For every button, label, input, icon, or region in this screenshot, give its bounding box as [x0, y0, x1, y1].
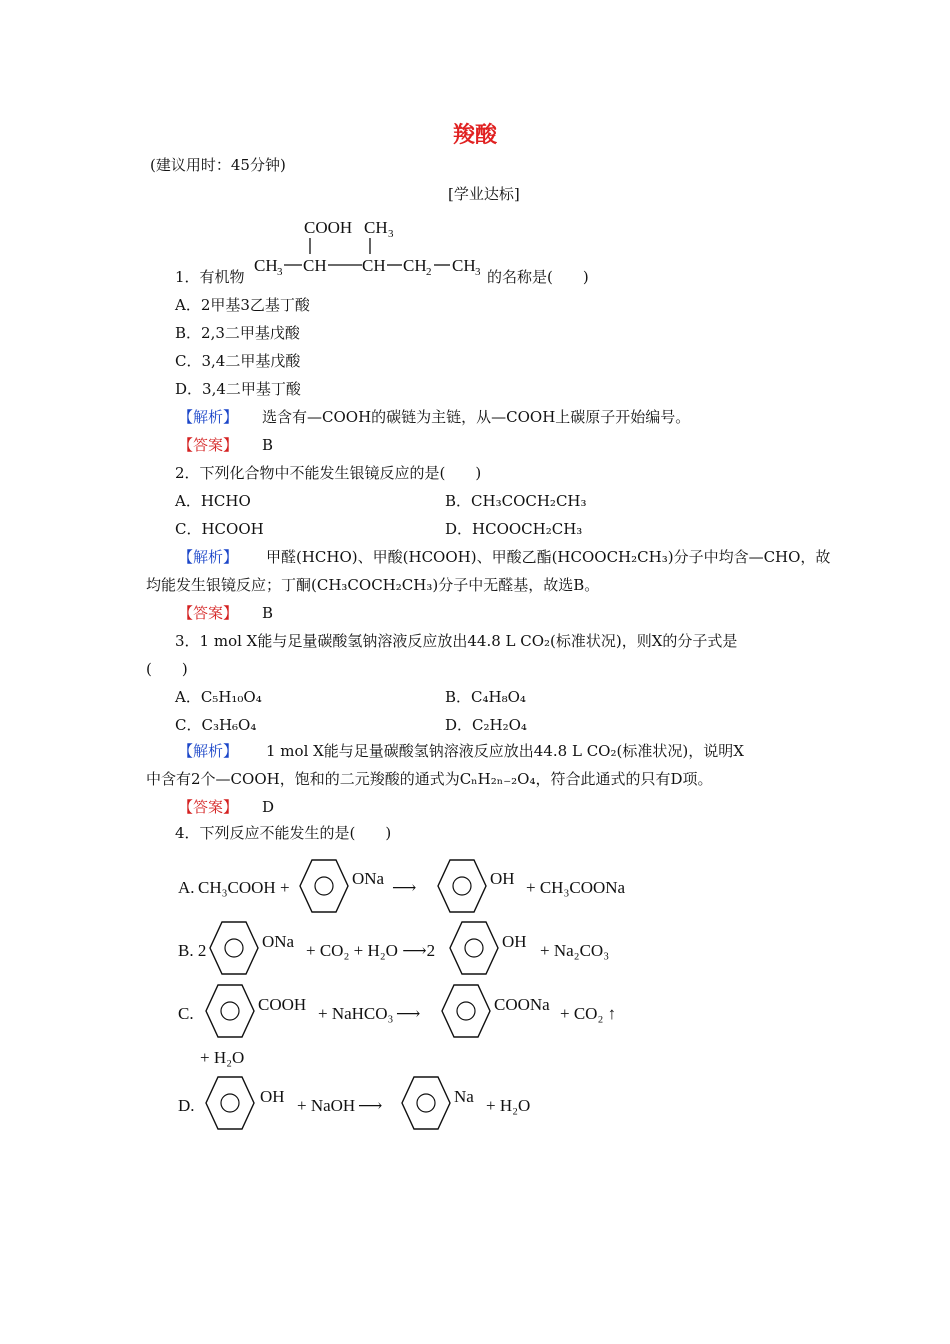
q3-answer-tag: 【答案】 — [178, 798, 239, 816]
benzene-ring-icon — [432, 858, 492, 916]
q4-b-label: B. 2 — [178, 941, 207, 960]
q2-answer-tag: 【答案】 — [178, 604, 239, 622]
svg-text:3: 3 — [475, 266, 481, 278]
q1-analysis-tag: 【解析】 — [178, 408, 239, 426]
benzene-ring-icon — [204, 920, 264, 978]
q4-a-label: A. — [178, 878, 195, 897]
q1-structure-formula — [252, 212, 492, 284]
svg-text:3: 3 — [277, 266, 283, 278]
q4-c-substituent-2: COONa — [494, 995, 550, 1014]
q4-d-right: + H₂O — [486, 1096, 531, 1115]
q1-stem-before: 1．有机物 — [175, 268, 245, 286]
benzene-ring-icon — [200, 983, 260, 1041]
benzene-ring-icon — [396, 1075, 456, 1133]
page-title: 羧酸 — [452, 122, 497, 148]
benzene-ring-icon — [200, 1075, 260, 1133]
q4-c-middle: + NaHCO₃ — [318, 1004, 394, 1023]
q3-answer: D — [262, 798, 275, 816]
q2-answer: B — [262, 604, 274, 622]
q3-option-c: C．C₃H₆O₄ — [175, 716, 257, 734]
svg-text:CH: CH — [452, 256, 476, 275]
section-heading: [学业达标] — [448, 185, 520, 203]
q2-option-b: B．CH₃COCH₂CH₃ — [445, 492, 587, 510]
q1-analysis: 选含有—COOH的碳链为主链，从—COOH上碳原子开始编号。 — [262, 408, 691, 426]
q4-a-substituent-2: OH — [490, 869, 515, 888]
q4-c-continuation: + H₂O — [200, 1048, 245, 1067]
struct-ch3-top: CH — [364, 218, 388, 237]
q2-analysis-tag: 【解析】 — [178, 548, 239, 566]
q4-a-left: CH₃COOH + — [198, 878, 290, 897]
q1-answer: B — [262, 436, 274, 454]
q4-c-label: C. — [178, 1004, 194, 1023]
q2-analysis-line1: 甲醛(HCHO)、甲酸(HCOOH)、甲酸乙酯(HCOOCH₂CH₃)分子中均含—CHO，故 — [266, 548, 831, 566]
q4-b-right: + Na₂CO₃ — [540, 941, 610, 960]
q3-stem-line1: 3．1 mol X能与足量碳酸氢钠溶液反应放出44.8 L CO₂(标准状况)，则X的分子式是 — [175, 632, 738, 650]
reaction-arrow-icon: ⟶ — [358, 1096, 383, 1115]
svg-text:2: 2 — [426, 266, 432, 278]
q4-b-substituent-2: OH — [502, 932, 527, 951]
svg-text:3: 3 — [388, 228, 394, 240]
q4-a-substituent-1: ONa — [352, 869, 385, 888]
q2-option-d: D．HCOOCH₂CH₃ — [445, 520, 583, 538]
benzene-ring-icon — [436, 983, 496, 1041]
benzene-ring-icon — [444, 920, 504, 978]
svg-text:CH: CH — [254, 256, 278, 275]
q4-d-middle: + NaOH — [297, 1096, 356, 1115]
q3-option-d: D．C₂H₂O₄ — [445, 716, 527, 734]
q1-stem-after: 的名称是( ) — [487, 268, 589, 286]
q4-b-substituent-1: ONa — [262, 932, 295, 951]
q4-stem: 4．下列反应不能发生的是( ) — [175, 824, 392, 842]
time-note: (建议用时：45分钟) — [150, 156, 286, 174]
q2-analysis-line2: 均能发生银镜反应；丁酮(CH₃COCH₂CH₃)分子中无醛基，故选B。 — [146, 576, 600, 594]
q3-analysis-tag: 【解析】 — [178, 742, 239, 760]
q3-analysis-line2: 中含有2个—COOH，饱和的二元羧酸的通式为CₙH₂ₙ₋₂O₄，符合此通式的只有D项。 — [146, 770, 713, 788]
reaction-arrow-icon: ⟶ — [396, 1004, 421, 1023]
q1-option-c: C．3,4二甲基戊酸 — [175, 352, 301, 370]
q1-answer-tag: 【答案】 — [178, 436, 239, 454]
q3-analysis-line1: 1 mol X能与足量碳酸氢钠溶液反应放出44.8 L CO₂(标准状况)，说明X — [266, 742, 744, 760]
q2-stem: 2．下列化合物中不能发生银镜反应的是( ) — [175, 464, 482, 482]
q4-a-right: + CH₃COONa — [526, 878, 626, 897]
q4-b-middle: + CO₂ + H₂O ⟶2 — [306, 941, 436, 960]
q4-c-substituent-1: COOH — [258, 995, 307, 1014]
q1-option-b: B．2,3二甲基戊酸 — [175, 324, 300, 342]
q3-stem-line2: ( ) — [146, 660, 188, 678]
q4-d-substituent-1: OH — [260, 1087, 285, 1106]
q1-option-a: A．2甲基3乙基丁酸 — [175, 296, 310, 314]
q2-option-c: C．HCOOH — [175, 520, 264, 538]
struct-cooh: COOH — [304, 218, 353, 237]
q3-option-b: B．C₄H₈O₄ — [445, 688, 526, 706]
benzene-ring-icon — [294, 858, 354, 916]
reaction-arrow-icon: ⟶ — [392, 878, 417, 897]
svg-text:CH: CH — [303, 256, 327, 275]
q4-c-right: + CO₂ ↑ — [560, 1004, 617, 1023]
svg-text:CH: CH — [362, 256, 386, 275]
q1-option-d: D．3,4二甲基丁酸 — [175, 380, 301, 398]
q2-option-a: A．HCHO — [175, 492, 251, 510]
svg-text:CH: CH — [403, 256, 427, 275]
q3-option-a: A．C₅H₁₀O₄ — [175, 688, 262, 706]
q4-d-label: D. — [178, 1096, 195, 1115]
q4-d-substituent-2: Na — [454, 1087, 474, 1106]
